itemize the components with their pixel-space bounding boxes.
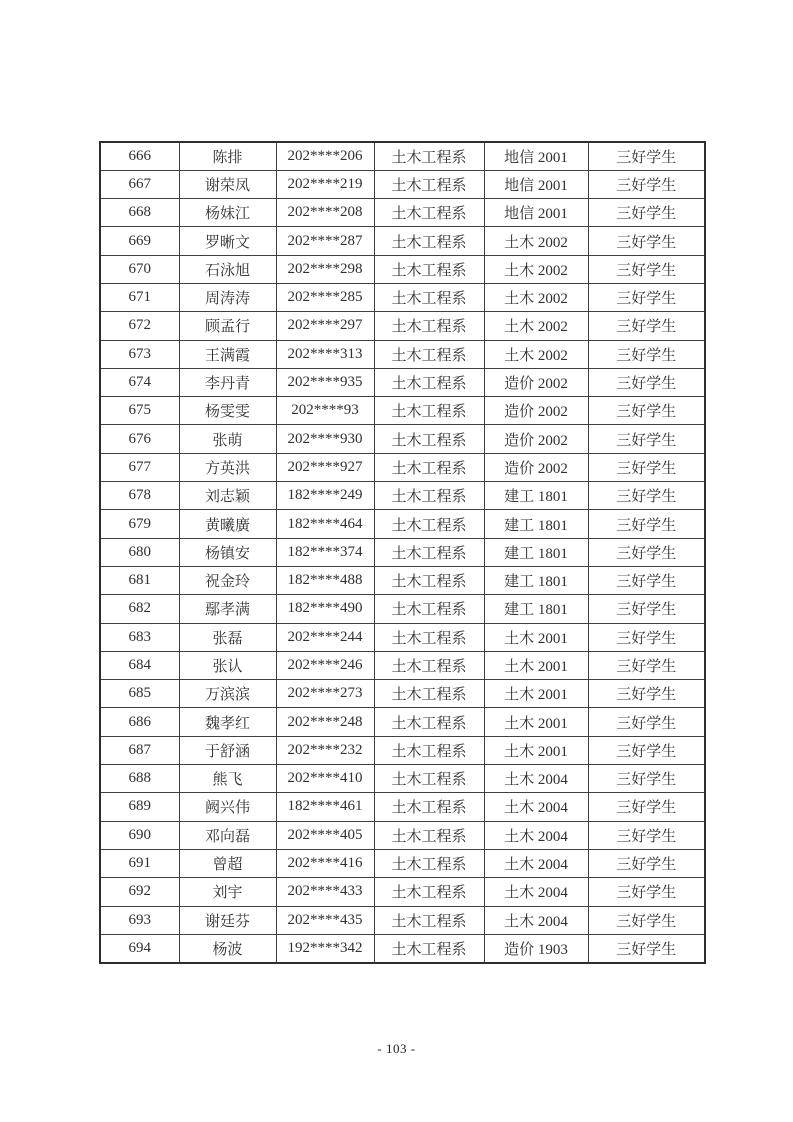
cell-student-id: 202****246	[276, 651, 374, 679]
cell-department: 土木工程系	[374, 595, 484, 623]
cell-student-id: 202****232	[276, 736, 374, 764]
cell-class: 建工 1801	[484, 482, 588, 510]
table-row	[100, 283, 705, 311]
cell-no: 677	[100, 453, 179, 481]
cell-name: 阙兴伟	[179, 793, 276, 821]
cell-class: 土木 2001	[484, 623, 588, 651]
cell-name: 李丹青	[179, 368, 276, 396]
cell-class: 建工 1801	[484, 566, 588, 594]
table-row	[100, 765, 705, 793]
cell-department: 土木工程系	[374, 340, 484, 368]
cell-student-id: 202****927	[276, 453, 374, 481]
cell-student-id: 202****248	[276, 708, 374, 736]
table-row	[100, 849, 705, 877]
cell-department: 土木工程系	[374, 623, 484, 651]
cell-department: 土木工程系	[374, 227, 484, 255]
cell-award: 三好学生	[588, 340, 705, 368]
table-row	[100, 680, 705, 708]
cell-class: 建工 1801	[484, 595, 588, 623]
cell-award: 三好学生	[588, 170, 705, 198]
cell-student-id: 182****374	[276, 538, 374, 566]
award-table-body	[100, 142, 705, 963]
cell-student-id: 202****285	[276, 283, 374, 311]
cell-no: 692	[100, 878, 179, 906]
cell-student-id: 182****249	[276, 482, 374, 510]
cell-department: 土木工程系	[374, 651, 484, 679]
cell-no: 690	[100, 821, 179, 849]
cell-name: 张认	[179, 651, 276, 679]
cell-department: 土木工程系	[374, 736, 484, 764]
cell-student-id: 202****416	[276, 849, 374, 877]
cell-student-id: 202****433	[276, 878, 374, 906]
cell-name: 祝金玲	[179, 566, 276, 594]
cell-no: 666	[100, 142, 179, 170]
cell-name: 曾超	[179, 849, 276, 877]
cell-no: 682	[100, 595, 179, 623]
cell-no: 669	[100, 227, 179, 255]
table-row	[100, 736, 705, 764]
cell-award: 三好学生	[588, 397, 705, 425]
cell-class: 土木 2002	[484, 312, 588, 340]
cell-award: 三好学生	[588, 708, 705, 736]
cell-class: 土木 2002	[484, 255, 588, 283]
cell-department: 土木工程系	[374, 849, 484, 877]
cell-name: 刘志颖	[179, 482, 276, 510]
table-row	[100, 510, 705, 538]
cell-award: 三好学生	[588, 283, 705, 311]
cell-no: 679	[100, 510, 179, 538]
cell-award: 三好学生	[588, 821, 705, 849]
cell-class: 土木 2004	[484, 849, 588, 877]
cell-class: 土木 2004	[484, 821, 588, 849]
cell-award: 三好学生	[588, 680, 705, 708]
cell-name: 杨雯雯	[179, 397, 276, 425]
cell-award: 三好学生	[588, 849, 705, 877]
award-list-table	[99, 141, 706, 964]
cell-student-id: 182****464	[276, 510, 374, 538]
cell-department: 土木工程系	[374, 765, 484, 793]
cell-class: 建工 1801	[484, 538, 588, 566]
cell-student-id: 202****435	[276, 906, 374, 934]
cell-department: 土木工程系	[374, 397, 484, 425]
cell-award: 三好学生	[588, 623, 705, 651]
cell-name: 石泳旭	[179, 255, 276, 283]
table-row	[100, 708, 705, 736]
cell-award: 三好学生	[588, 482, 705, 510]
cell-department: 土木工程系	[374, 680, 484, 708]
cell-no: 673	[100, 340, 179, 368]
cell-student-id: 202****206	[276, 142, 374, 170]
cell-award: 三好学生	[588, 651, 705, 679]
cell-student-id: 202****287	[276, 227, 374, 255]
cell-student-id: 182****461	[276, 793, 374, 821]
table-row	[100, 368, 705, 396]
cell-no: 689	[100, 793, 179, 821]
cell-name: 万滨滨	[179, 680, 276, 708]
cell-no: 681	[100, 566, 179, 594]
cell-no: 670	[100, 255, 179, 283]
cell-class: 土木 2001	[484, 708, 588, 736]
table-row	[100, 170, 705, 198]
cell-award: 三好学生	[588, 425, 705, 453]
table-row	[100, 340, 705, 368]
cell-name: 王满霞	[179, 340, 276, 368]
cell-student-id: 202****93	[276, 397, 374, 425]
cell-no: 674	[100, 368, 179, 396]
cell-student-id: 202****410	[276, 765, 374, 793]
cell-class: 土木 2004	[484, 765, 588, 793]
table-row	[100, 538, 705, 566]
cell-name: 邓向磊	[179, 821, 276, 849]
cell-award: 三好学生	[588, 538, 705, 566]
cell-class: 造价 2002	[484, 368, 588, 396]
cell-name: 张磊	[179, 623, 276, 651]
cell-department: 土木工程系	[374, 170, 484, 198]
table-row	[100, 312, 705, 340]
cell-award: 三好学生	[588, 793, 705, 821]
table-row	[100, 793, 705, 821]
table-row	[100, 397, 705, 425]
cell-name: 方英洪	[179, 453, 276, 481]
cell-no: 685	[100, 680, 179, 708]
table-row	[100, 142, 705, 170]
cell-award: 三好学生	[588, 595, 705, 623]
cell-student-id: 182****488	[276, 566, 374, 594]
cell-class: 土木 2001	[484, 680, 588, 708]
page-number: - 103 -	[377, 1041, 416, 1056]
cell-class: 土木 2004	[484, 793, 588, 821]
cell-student-id: 202****930	[276, 425, 374, 453]
cell-no: 667	[100, 170, 179, 198]
table-row	[100, 199, 705, 227]
cell-department: 土木工程系	[374, 934, 484, 962]
cell-name: 顾孟行	[179, 312, 276, 340]
cell-name: 于舒涵	[179, 736, 276, 764]
cell-department: 土木工程系	[374, 510, 484, 538]
cell-name: 杨波	[179, 934, 276, 962]
cell-department: 土木工程系	[374, 538, 484, 566]
cell-name: 陈排	[179, 142, 276, 170]
table-row	[100, 566, 705, 594]
cell-class: 土木 2001	[484, 736, 588, 764]
table-row	[100, 623, 705, 651]
cell-no: 694	[100, 934, 179, 962]
table-row	[100, 595, 705, 623]
cell-name: 刘宇	[179, 878, 276, 906]
table-row	[100, 227, 705, 255]
cell-department: 土木工程系	[374, 453, 484, 481]
cell-department: 土木工程系	[374, 312, 484, 340]
table-row	[100, 255, 705, 283]
cell-name: 谢荣凤	[179, 170, 276, 198]
cell-award: 三好学生	[588, 765, 705, 793]
cell-no: 672	[100, 312, 179, 340]
cell-award: 三好学生	[588, 878, 705, 906]
cell-department: 土木工程系	[374, 425, 484, 453]
cell-no: 683	[100, 623, 179, 651]
cell-student-id: 202****244	[276, 623, 374, 651]
cell-department: 土木工程系	[374, 482, 484, 510]
cell-student-id: 202****405	[276, 821, 374, 849]
cell-award: 三好学生	[588, 142, 705, 170]
cell-department: 土木工程系	[374, 821, 484, 849]
cell-department: 土木工程系	[374, 283, 484, 311]
cell-name: 魏孝红	[179, 708, 276, 736]
cell-department: 土木工程系	[374, 199, 484, 227]
cell-award: 三好学生	[588, 453, 705, 481]
cell-student-id: 192****342	[276, 934, 374, 962]
cell-department: 土木工程系	[374, 255, 484, 283]
cell-class: 造价 2002	[484, 425, 588, 453]
cell-class: 土木 2004	[484, 906, 588, 934]
cell-class: 造价 2002	[484, 453, 588, 481]
table-row	[100, 482, 705, 510]
cell-name: 杨镇安	[179, 538, 276, 566]
cell-class: 造价 1903	[484, 934, 588, 962]
cell-no: 691	[100, 849, 179, 877]
cell-student-id: 182****490	[276, 595, 374, 623]
cell-no: 675	[100, 397, 179, 425]
cell-class: 地信 2001	[484, 142, 588, 170]
cell-department: 土木工程系	[374, 708, 484, 736]
table-row	[100, 651, 705, 679]
cell-award: 三好学生	[588, 368, 705, 396]
cell-department: 土木工程系	[374, 368, 484, 396]
cell-name: 周涛涛	[179, 283, 276, 311]
cell-department: 土木工程系	[374, 142, 484, 170]
cell-class: 土木 2004	[484, 878, 588, 906]
cell-award: 三好学生	[588, 906, 705, 934]
cell-no: 688	[100, 765, 179, 793]
cell-name: 谢廷芬	[179, 906, 276, 934]
cell-student-id: 202****297	[276, 312, 374, 340]
table-row	[100, 425, 705, 453]
cell-student-id: 202****298	[276, 255, 374, 283]
cell-department: 土木工程系	[374, 878, 484, 906]
cell-name: 张萌	[179, 425, 276, 453]
cell-no: 687	[100, 736, 179, 764]
cell-award: 三好学生	[588, 199, 705, 227]
cell-award: 三好学生	[588, 736, 705, 764]
cell-no: 680	[100, 538, 179, 566]
table-row	[100, 934, 705, 962]
cell-student-id: 202****935	[276, 368, 374, 396]
cell-class: 土木 2002	[484, 227, 588, 255]
table-row	[100, 878, 705, 906]
cell-name: 熊飞	[179, 765, 276, 793]
cell-no: 678	[100, 482, 179, 510]
cell-student-id: 202****273	[276, 680, 374, 708]
cell-name: 黄曦廣	[179, 510, 276, 538]
cell-no: 668	[100, 199, 179, 227]
cell-class: 土木 2002	[484, 283, 588, 311]
cell-student-id: 202****313	[276, 340, 374, 368]
cell-award: 三好学生	[588, 934, 705, 962]
cell-name: 杨妹江	[179, 199, 276, 227]
cell-no: 686	[100, 708, 179, 736]
cell-award: 三好学生	[588, 255, 705, 283]
cell-award: 三好学生	[588, 566, 705, 594]
cell-class: 土木 2001	[484, 651, 588, 679]
cell-class: 建工 1801	[484, 510, 588, 538]
cell-no: 684	[100, 651, 179, 679]
cell-name: 鄢孝满	[179, 595, 276, 623]
cell-award: 三好学生	[588, 312, 705, 340]
table-row	[100, 821, 705, 849]
cell-student-id: 202****208	[276, 199, 374, 227]
cell-department: 土木工程系	[374, 906, 484, 934]
cell-no: 671	[100, 283, 179, 311]
cell-class: 地信 2001	[484, 199, 588, 227]
cell-class: 造价 2002	[484, 397, 588, 425]
cell-no: 693	[100, 906, 179, 934]
cell-class: 地信 2001	[484, 170, 588, 198]
cell-class: 土木 2002	[484, 340, 588, 368]
cell-award: 三好学生	[588, 510, 705, 538]
cell-name: 罗晰文	[179, 227, 276, 255]
table-row	[100, 453, 705, 481]
cell-student-id: 202****219	[276, 170, 374, 198]
table-row	[100, 906, 705, 934]
cell-award: 三好学生	[588, 227, 705, 255]
cell-department: 土木工程系	[374, 566, 484, 594]
cell-no: 676	[100, 425, 179, 453]
cell-department: 土木工程系	[374, 793, 484, 821]
